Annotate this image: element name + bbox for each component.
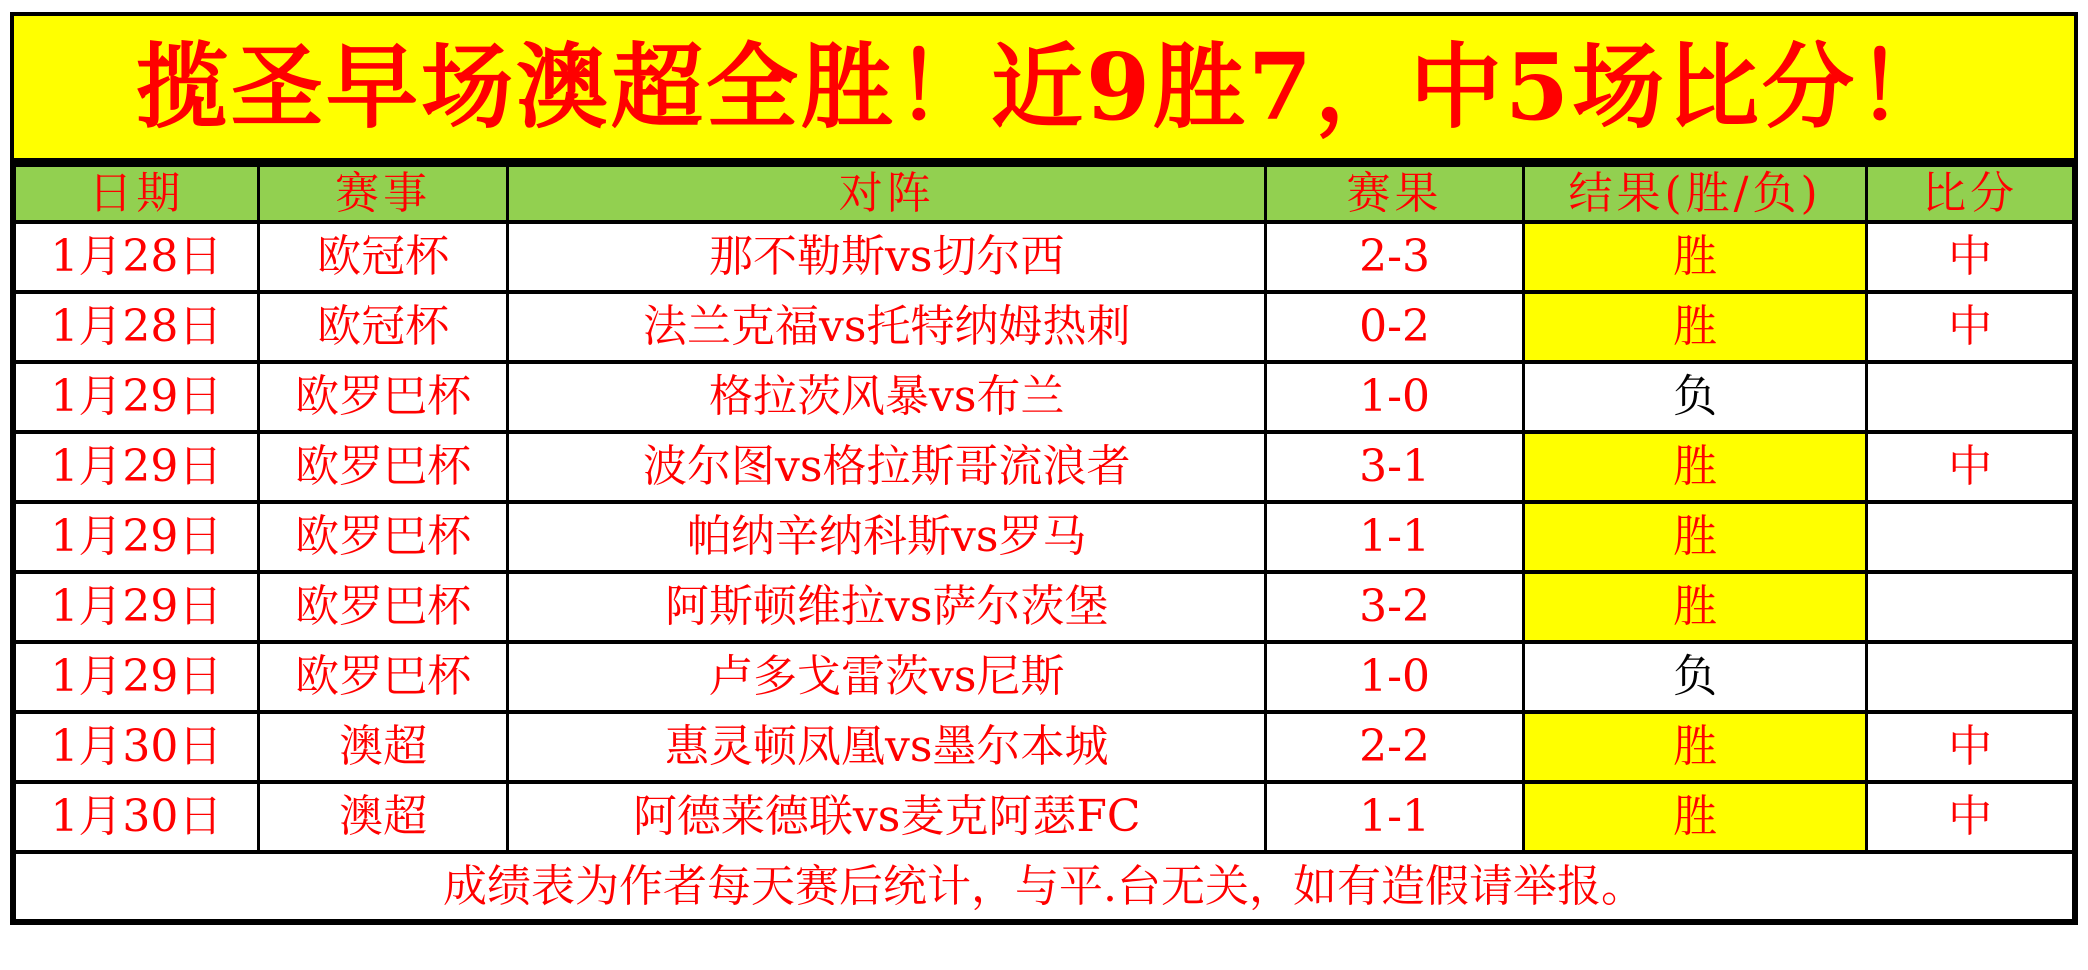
league-cell: 欧罗巴杯 [258,502,508,572]
result-cell: 胜 [1523,292,1866,362]
table-row [13,222,2075,292]
score-cell: 2-2 [1266,712,1524,782]
hit-cell: 中 [1867,712,2075,782]
date-cell: 1月28日 [13,292,258,362]
score-cell: 3-1 [1266,432,1524,502]
table-row [13,432,2075,502]
match-cell: 阿德莱德联vs麦克阿瑟FC [508,782,1266,852]
date-cell: 1月29日 [13,572,258,642]
results-table [10,161,2078,925]
date-cell: 1月29日 [13,642,258,712]
date-cell: 1月29日 [13,432,258,502]
match-cell: 波尔图vs格拉斯哥流浪者 [508,432,1266,502]
result-cell: 负 [1523,362,1866,432]
result-cell: 胜 [1523,432,1866,502]
result-cell: 负 [1523,642,1866,712]
header-cell-league: 赛事 [258,164,508,222]
table-row [13,642,2075,712]
hit-cell: 中 [1867,782,2075,852]
hit-cell [1867,502,2075,572]
result-cell: 胜 [1523,712,1866,782]
header-cell-date: 日期 [13,164,258,222]
hit-cell [1867,362,2075,432]
date-cell: 1月29日 [13,502,258,572]
date-cell: 1月30日 [13,712,258,782]
score-cell: 2-3 [1266,222,1524,292]
header-cell-hit: 比分 [1867,164,2075,222]
page-title: 揽圣早场澳超全胜！近9胜7，中5场比分！ [135,33,1953,141]
hit-cell: 中 [1867,432,2075,502]
table-body [13,222,2075,922]
result-cell: 胜 [1523,572,1866,642]
result-cell: 胜 [1523,782,1866,852]
table-row [13,572,2075,642]
date-cell: 1月29日 [13,362,258,432]
match-cell: 格拉茨风暴vs布兰 [508,362,1266,432]
table-row [13,782,2075,852]
hit-cell [1867,572,2075,642]
table-row [13,502,2075,572]
date-cell: 1月30日 [13,782,258,852]
result-cell: 胜 [1523,222,1866,292]
score-cell: 1-0 [1266,642,1524,712]
title-banner [10,12,2078,162]
header-cell-match: 对阵 [508,164,1266,222]
hit-cell [1867,642,2075,712]
score-cell: 1-1 [1266,782,1524,852]
league-cell: 欧罗巴杯 [258,432,508,502]
match-cell: 卢多戈雷茨vs尼斯 [508,642,1266,712]
league-cell: 欧冠杯 [258,292,508,362]
header-row [13,164,2075,222]
hit-cell: 中 [1867,292,2075,362]
league-cell: 澳超 [258,782,508,852]
match-cell: 那不勒斯vs切尔西 [508,222,1266,292]
hit-cell: 中 [1867,222,2075,292]
table-row [13,292,2075,362]
score-cell: 1-0 [1266,362,1524,432]
match-cell: 惠灵顿凤凰vs墨尔本城 [508,712,1266,782]
date-cell: 1月28日 [13,222,258,292]
header-cell-score: 赛果 [1266,164,1524,222]
match-cell: 法兰克福vs托特纳姆热刺 [508,292,1266,362]
score-cell: 0-2 [1266,292,1524,362]
league-cell: 欧罗巴杯 [258,572,508,642]
footer-row [13,852,2075,922]
league-cell: 欧罗巴杯 [258,362,508,432]
league-cell: 澳超 [258,712,508,782]
match-cell: 帕纳辛纳科斯vs罗马 [508,502,1266,572]
footer-note: 成绩表为作者每天赛后统计，与平.台无关，如有造假请举报。 [13,852,2075,922]
score-cell: 3-2 [1266,572,1524,642]
league-cell: 欧罗巴杯 [258,642,508,712]
header-cell-result: 结果(胜/负) [1523,164,1866,222]
result-cell: 胜 [1523,502,1866,572]
table-header [13,164,2075,222]
table-row [13,362,2075,432]
table-row [13,712,2075,782]
match-cell: 阿斯顿维拉vs萨尔茨堡 [508,572,1266,642]
league-cell: 欧冠杯 [258,222,508,292]
score-cell: 1-1 [1266,502,1524,572]
